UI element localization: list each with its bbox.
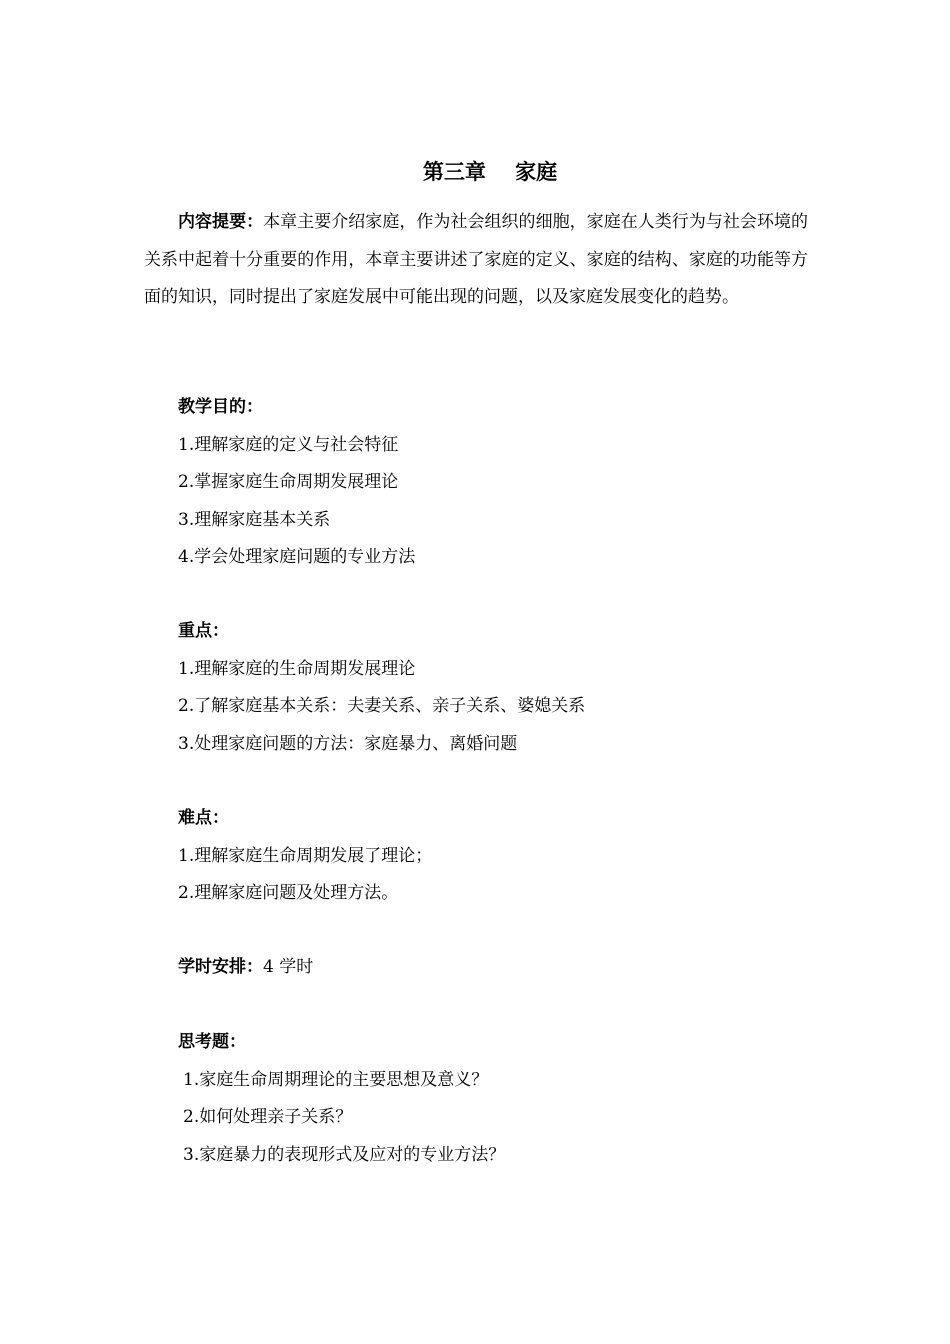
- difficulties: [178, 800, 432, 913]
- objective-item: 4.学会处理家庭问题的专业方法: [178, 547, 416, 567]
- difficulty-item: 1.理解家庭生命周期发展了理论；: [178, 845, 433, 866]
- objective-item: 3.理解家庭基本关系: [178, 509, 331, 530]
- content-summary: [144, 204, 808, 317]
- teaching-objectives: [178, 389, 415, 577]
- question-item: 1.家庭生命周期理论的主要思想及意义？: [183, 1069, 489, 1090]
- key-points-heading: 重点：: [178, 621, 229, 641]
- discussion-questions: [178, 1024, 505, 1174]
- summary-text: 本章主要介绍家庭，作为社会组织的细胞，家庭在人类行为与社会环境的关系中起着十分重要的作用，本章主要讲述了家庭的定义、家庭的结构、家庭的功能等方面的知识，同时提出了家庭发展中可能出现的问题，以及家庭发展变化的趋势。: [144, 212, 809, 307]
- schedule-line: [178, 949, 313, 987]
- objective-item: 1.理解家庭的定义与社会特征: [178, 434, 399, 455]
- chapter-title: 第三章 家庭: [422, 160, 558, 184]
- key-point-item: 1.理解家庭的生命周期发展理论: [178, 658, 416, 679]
- schedule: [178, 949, 313, 987]
- question-item: 2.如何处理亲子关系？: [183, 1107, 353, 1127]
- summary-label: 内容提要：: [178, 212, 264, 232]
- difficulties-heading: 难点：: [178, 808, 229, 828]
- schedule-value: 4 学时: [263, 957, 314, 977]
- schedule-label: 学时安排：: [178, 957, 263, 977]
- key-point-item: 3.处理家庭问题的方法：家庭暴力、离婚问题: [178, 733, 518, 754]
- objectives-heading: 教学目的：: [178, 397, 263, 417]
- question-item: 3.家庭暴力的表现形式及应对的专业方法？: [183, 1144, 506, 1165]
- difficulty-item: 2.理解家庭问题及处理方法。: [178, 883, 399, 903]
- key-point-item: 2.了解家庭基本关系：夫妻关系、亲子关系、婆媳关系: [178, 696, 586, 716]
- objective-item: 2.掌握家庭生命周期发展理论: [178, 472, 399, 492]
- questions-heading: 思考题：: [178, 1032, 246, 1052]
- key-points: [178, 613, 585, 763]
